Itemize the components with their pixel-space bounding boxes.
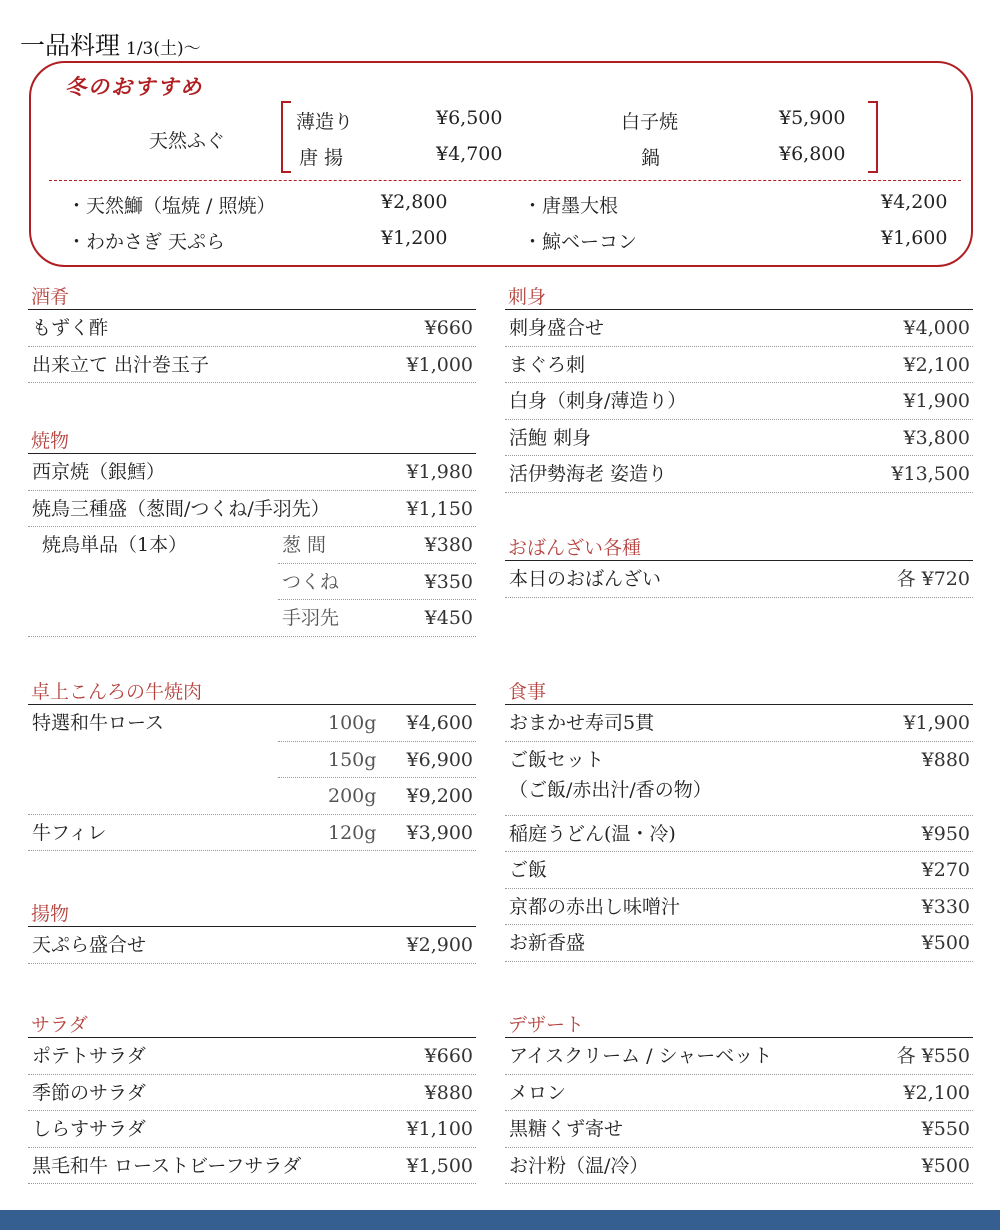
item-variant: 120g: [328, 821, 377, 844]
featured-item-price: ¥4,200: [881, 191, 948, 213]
section-title: サラダ: [28, 1015, 476, 1038]
item-price: ¥1,900: [903, 390, 970, 412]
fugu-item-name: 薄造り: [296, 111, 354, 133]
item-price: ¥660: [424, 1045, 473, 1067]
item-variant: 100g: [328, 712, 377, 734]
menu-row: [28, 742, 476, 779]
featured-item-name: ・鯨ベーコン: [523, 231, 638, 253]
item-name: 出来立て 出汁巻玉子: [32, 353, 210, 376]
section-title: 卓上こんろの牛焼肉: [28, 682, 476, 705]
item-variant: 葱 間: [282, 534, 327, 556]
item-name: 牛フィレ: [32, 821, 107, 844]
fugu-item-price: ¥4,700: [436, 143, 503, 165]
menu-row: [28, 1148, 476, 1185]
featured-box: [29, 61, 973, 267]
item-name: ご飯セット: [509, 748, 605, 771]
item-name: メロン: [509, 1081, 567, 1104]
menu-row: [505, 705, 973, 742]
menu-row: [505, 925, 973, 962]
item-name: 黒毛和牛 ローストビーフサラダ: [32, 1154, 302, 1177]
item-name: 本日のおばんざい: [509, 568, 662, 590]
featured-item-name: ・唐墨大根: [523, 195, 619, 217]
item-price: ¥1,000: [406, 353, 473, 376]
item-price: ¥880: [921, 748, 970, 771]
menu-row: [505, 742, 973, 816]
item-price: ¥3,800: [903, 426, 970, 449]
item-price: ¥1,900: [903, 712, 970, 734]
item-price: ¥1,500: [406, 1154, 473, 1177]
fugu-item-price: ¥5,900: [779, 107, 846, 129]
item-price: ¥6,900: [406, 748, 473, 771]
menu-row: [505, 310, 973, 347]
menu-row: [28, 815, 476, 852]
menu-row: [28, 527, 476, 564]
menu-row: [505, 852, 973, 889]
menu-row: [28, 491, 476, 528]
menu-row: [28, 778, 476, 815]
menu-row: [28, 347, 476, 384]
featured-item-name: ・天然鰤（塩焼 / 照焼）: [67, 195, 276, 217]
item-price: ¥380: [424, 534, 473, 556]
featured-item-price: ¥1,200: [381, 227, 448, 249]
menu-row: [505, 1111, 973, 1148]
menu-section: [28, 904, 476, 964]
item-price: ¥880: [424, 1081, 473, 1104]
item-name: 焼鳥三種盛（葱間/つくね/手羽先）: [32, 497, 330, 520]
bracket-right: [868, 101, 878, 173]
item-name: もずく酢: [32, 317, 109, 339]
item-price: ¥1,100: [406, 1118, 473, 1140]
menu-row: [505, 889, 973, 926]
page-title: [20, 26, 201, 62]
item-price: ¥500: [921, 1154, 970, 1177]
item-price: ¥4,600: [406, 712, 473, 734]
section-title: 揚物: [28, 904, 476, 927]
item-name: 活伊勢海老 姿造り: [509, 463, 668, 485]
bracket-left: [281, 101, 291, 173]
menu-section: [28, 682, 476, 851]
item-name: アイスクリーム / シャーベット: [509, 1045, 773, 1067]
featured-item-name: ・わかさぎ 天ぷら: [67, 231, 226, 253]
item-price: ¥4,000: [903, 317, 970, 339]
item-price: ¥550: [921, 1118, 970, 1140]
item-detail: （ご飯/赤出汁/香の物）: [509, 778, 712, 801]
item-variant: 手羽先: [282, 607, 340, 629]
menu-section: [28, 287, 476, 383]
item-price: ¥330: [921, 895, 970, 918]
featured-item-price: ¥2,800: [381, 191, 448, 213]
menu-row: [505, 456, 973, 493]
menu-section: [28, 1015, 476, 1184]
featured-heading: 冬のおすすめ: [65, 74, 204, 99]
menu-row: [28, 927, 476, 964]
item-price: 各 ¥720: [896, 568, 970, 590]
menu-row: [505, 1148, 973, 1185]
item-name: 西京焼（銀鱈）: [32, 461, 166, 483]
fugu-item-name: 鍋: [641, 147, 661, 169]
item-price: ¥500: [921, 932, 970, 954]
item-name: お新香盛: [509, 932, 586, 954]
menu-row: [505, 1038, 973, 1075]
menu-row: [505, 816, 973, 853]
item-price: ¥450: [424, 607, 473, 629]
menu-row: [28, 705, 476, 742]
menu-row: [28, 600, 476, 637]
item-name: お汁粉（温/冷）: [509, 1154, 649, 1177]
item-price: ¥1,980: [406, 461, 473, 483]
section-title: デザート: [505, 1015, 973, 1038]
menu-section: [505, 538, 973, 598]
item-price: ¥13,500: [891, 463, 970, 485]
menu-row: [505, 1075, 973, 1112]
item-variant: 150g: [328, 748, 377, 771]
section-title: 焼物: [28, 431, 476, 454]
section-title: 食事: [505, 682, 973, 705]
fugu-item-price: ¥6,800: [779, 143, 846, 165]
menu-section: [505, 1015, 973, 1184]
item-name: 黒糖くず寄せ: [509, 1118, 624, 1140]
menu-row: [505, 420, 973, 457]
item-name: 活鮑 刺身: [509, 426, 592, 449]
menu-row: [28, 310, 476, 347]
item-price: ¥3,900: [406, 821, 473, 844]
item-price: ¥350: [424, 570, 473, 593]
item-name: ご飯: [509, 859, 548, 881]
item-price: ¥2,100: [903, 1081, 970, 1104]
fugu-item-name: 唐 揚: [299, 147, 344, 169]
item-name: 刺身盛合せ: [509, 317, 605, 339]
menu-row: [505, 347, 973, 384]
item-name: 季節のサラダ: [32, 1081, 146, 1104]
date-text: 1/3(土)～: [126, 39, 201, 59]
footer-bar: [0, 1210, 1000, 1230]
section-title: 酒肴: [28, 287, 476, 310]
menu-section: [505, 287, 973, 493]
item-price: ¥2,100: [903, 353, 970, 376]
title-text: 一品料理: [20, 31, 121, 60]
item-name: 白身（刺身/薄造り）: [509, 390, 687, 412]
item-price: ¥9,200: [406, 785, 473, 807]
item-price: 各 ¥550: [896, 1045, 970, 1067]
item-name: ポテトサラダ: [32, 1045, 146, 1067]
menu-row: [28, 454, 476, 491]
menu-row: [505, 383, 973, 420]
section-title: おばんざい各種: [505, 538, 973, 561]
fugu-item-name: 白子焼: [621, 111, 679, 133]
menu-section: [28, 431, 476, 637]
item-price: ¥660: [424, 317, 473, 339]
item-price: ¥1,150: [406, 497, 473, 520]
item-variant: 200g: [328, 785, 377, 807]
fugu-item-price: ¥6,500: [436, 107, 503, 129]
menu-section: [505, 682, 973, 962]
item-name: 焼鳥単品（1本）: [42, 534, 188, 556]
menu-row: [505, 561, 973, 598]
item-name: 特選和牛ロース: [32, 712, 165, 734]
section-title: 刺身: [505, 287, 973, 310]
item-name: しらすサラダ: [32, 1118, 146, 1140]
featured-item-price: ¥1,600: [881, 227, 948, 249]
dashed-divider: [49, 180, 961, 181]
item-price: ¥950: [921, 822, 970, 845]
item-price: ¥270: [921, 859, 970, 881]
menu-row: [28, 1075, 476, 1112]
item-variant: つくね: [282, 570, 340, 593]
menu-row: [28, 564, 476, 601]
item-name: 天ぷら盛合せ: [32, 934, 147, 956]
fugu-label: 天然ふぐ: [149, 130, 226, 152]
menu-row: [28, 1111, 476, 1148]
item-name: 京都の赤出し味噌汁: [509, 895, 681, 918]
menu-row: [28, 1038, 476, 1075]
item-price: ¥2,900: [406, 934, 473, 956]
item-name: 稲庭うどん(温・冷): [509, 822, 676, 845]
item-name: おまかせ寿司5貫: [509, 712, 655, 734]
item-name: まぐろ刺: [509, 353, 586, 376]
